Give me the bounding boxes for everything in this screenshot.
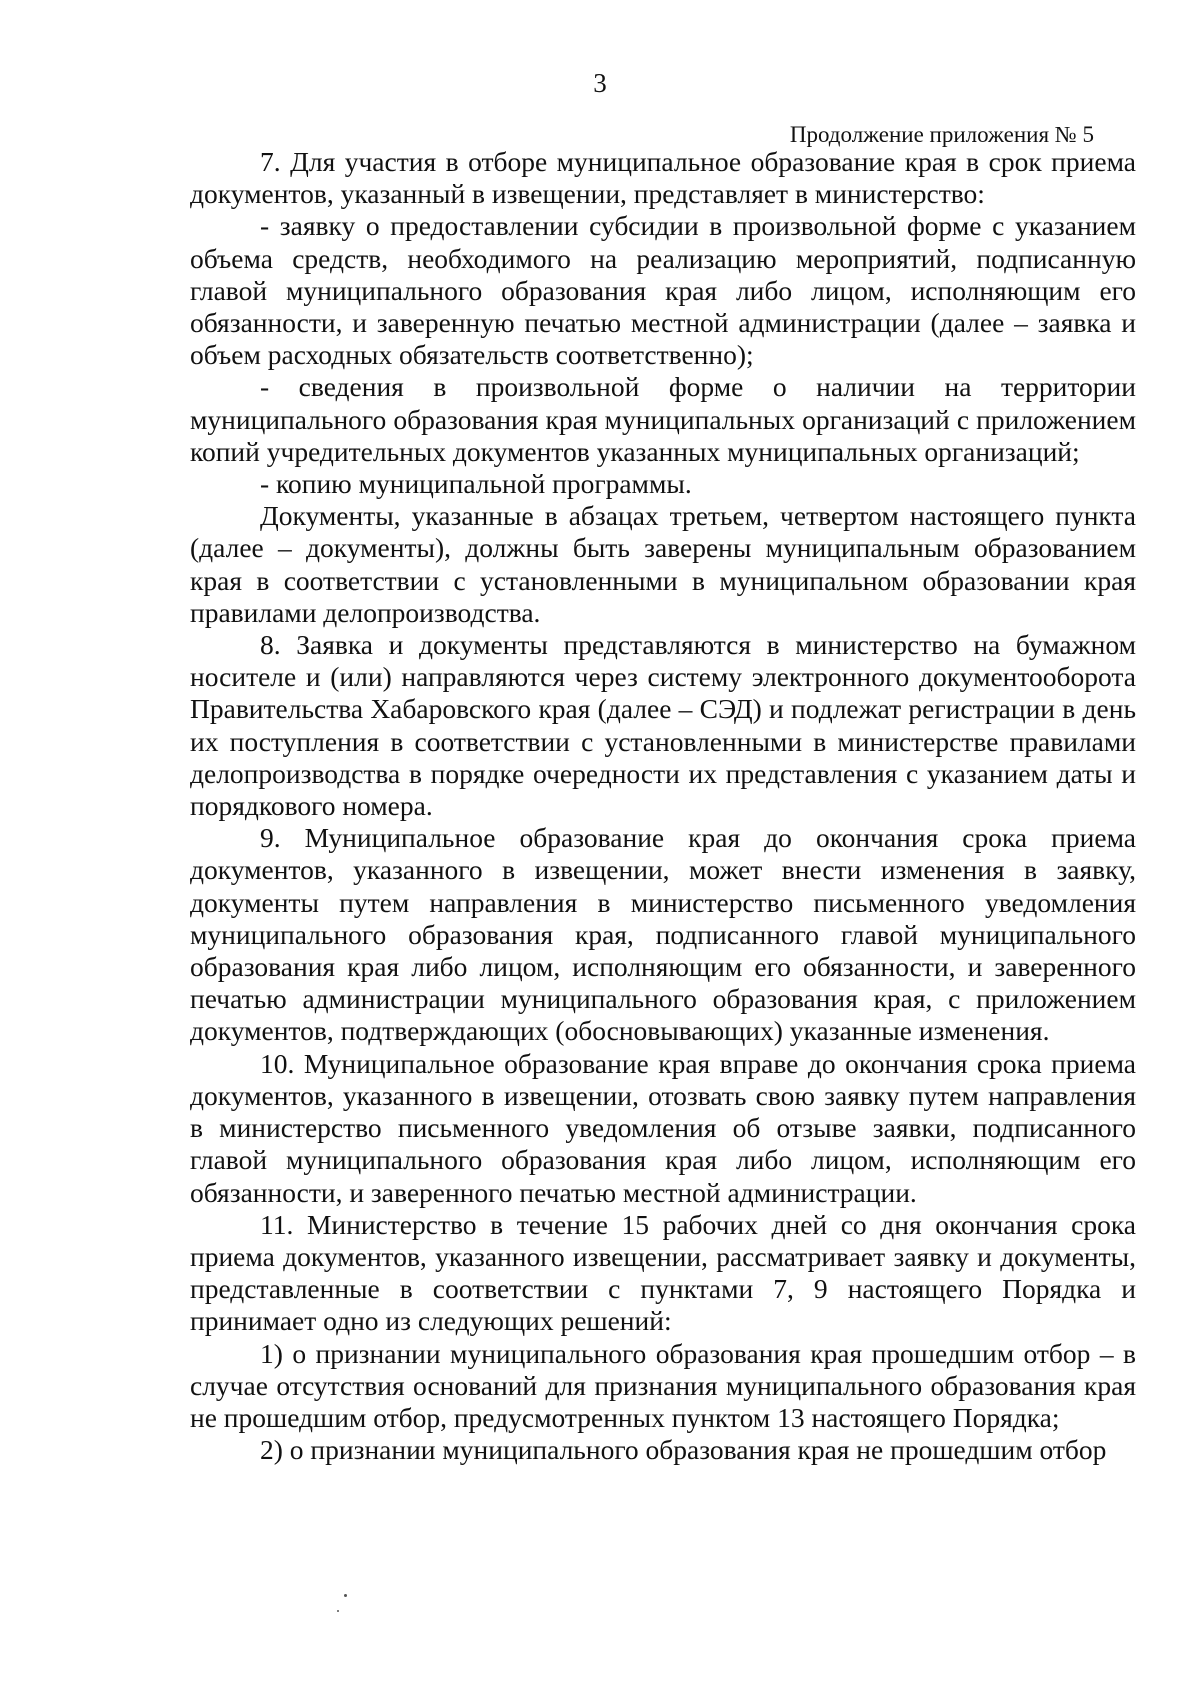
paragraph-item-9: 9. Муниципальное образование края до окончания срока приема документов, указанного в извещении, может внести изменения в заявку, документы путем направления в министерство письменного уведомления муниципального образования края, подписанного главой муниципального образования края либо лицом, исполняющим его обязанности, и заверенного печатью администрации муниципального образования края, с приложением документов, подтверждающих (обосновывающих) указанные изменения.: [190, 822, 1136, 1047]
paragraph-program-bullet: - копию муниципальной программы.: [260, 468, 692, 500]
paragraph-documents-certification: Документы, указанные в абзацах третьем, четвертом настоящего пункта (далее – документы), должны быть заверены муниципальным образованием края в соответствии с установленными в муниципальном образовании края правилами делопроизводства.: [190, 500, 1136, 628]
paragraph-application-bullet: - заявку о предоставлении субсидии в произвольной форме с указанием объема средств, необходимого на реализацию мероприятий, подписанную главой муниципального образования края либо лицом, исполняющим его обязанности, и заверенную печатью местной администрации (далее – заявка и объем расходных обязательств соответственно);: [190, 210, 1136, 371]
paragraph-decision-1: 1) о признании муниципального образования края прошедшим отбор – в случае отсутствия оснований для признания муниципального образования края не прошедшим отбор, предусмотренных пунктом 13 настоящего Порядка;: [190, 1337, 1136, 1433]
paragraph-item-8: 8. Заявка и документы представляются в министерство на бумажном носителе и (или) направляются через систему электронного документооборота Правительства Хабаровского края (далее – СЭД) и подлежат регистрации в день их поступления в соответствии с установленными в министерстве правилами делопроизводства в порядке очередности их представления с указанием даты и порядкового номера.: [190, 629, 1136, 822]
document-body: [190, 146, 1136, 1466]
scan-speck: [344, 1594, 347, 1597]
paragraph-item-10: 10. Муниципальное образование края вправе до окончания срока приема документов, указанного в извещении, отозвать свою заявку путем направления в министерство письменного уведомления об отзыве заявки, подписанного главой муниципального образования края либо лицом, исполняющим его обязанности, и заверенного печатью местной администрации.: [190, 1047, 1136, 1208]
appendix-continuation-label: Продолжение приложения № 5: [789, 122, 1094, 147]
paragraph-organizations-bullet: - сведения в произвольной форме о наличии на территории муниципального образования края муниципальных организаций с приложением копий учредительных документов указанных муниципальных организаций;: [190, 371, 1136, 467]
paragraph-item-7: 7. Для участия в отборе муниципальное образование края в срок приема документов, указанный в извещении, представляет в министерство:: [190, 146, 1136, 210]
paragraph-item-11: 11. Министерство в течение 15 рабочих дней со дня окончания срока приема документов, указанного извещении, рассматривает заявку и документы, представленные в соответствии с пунктами 7, 9 настоящего Порядка и принимает одно из следующих решений:: [190, 1208, 1136, 1337]
scan-speck: [337, 1610, 339, 1612]
paragraph-decision-2: 2) о признании муниципального образования края не прошедшим отбор: [260, 1434, 1107, 1466]
page-number: 3: [593, 68, 607, 98]
